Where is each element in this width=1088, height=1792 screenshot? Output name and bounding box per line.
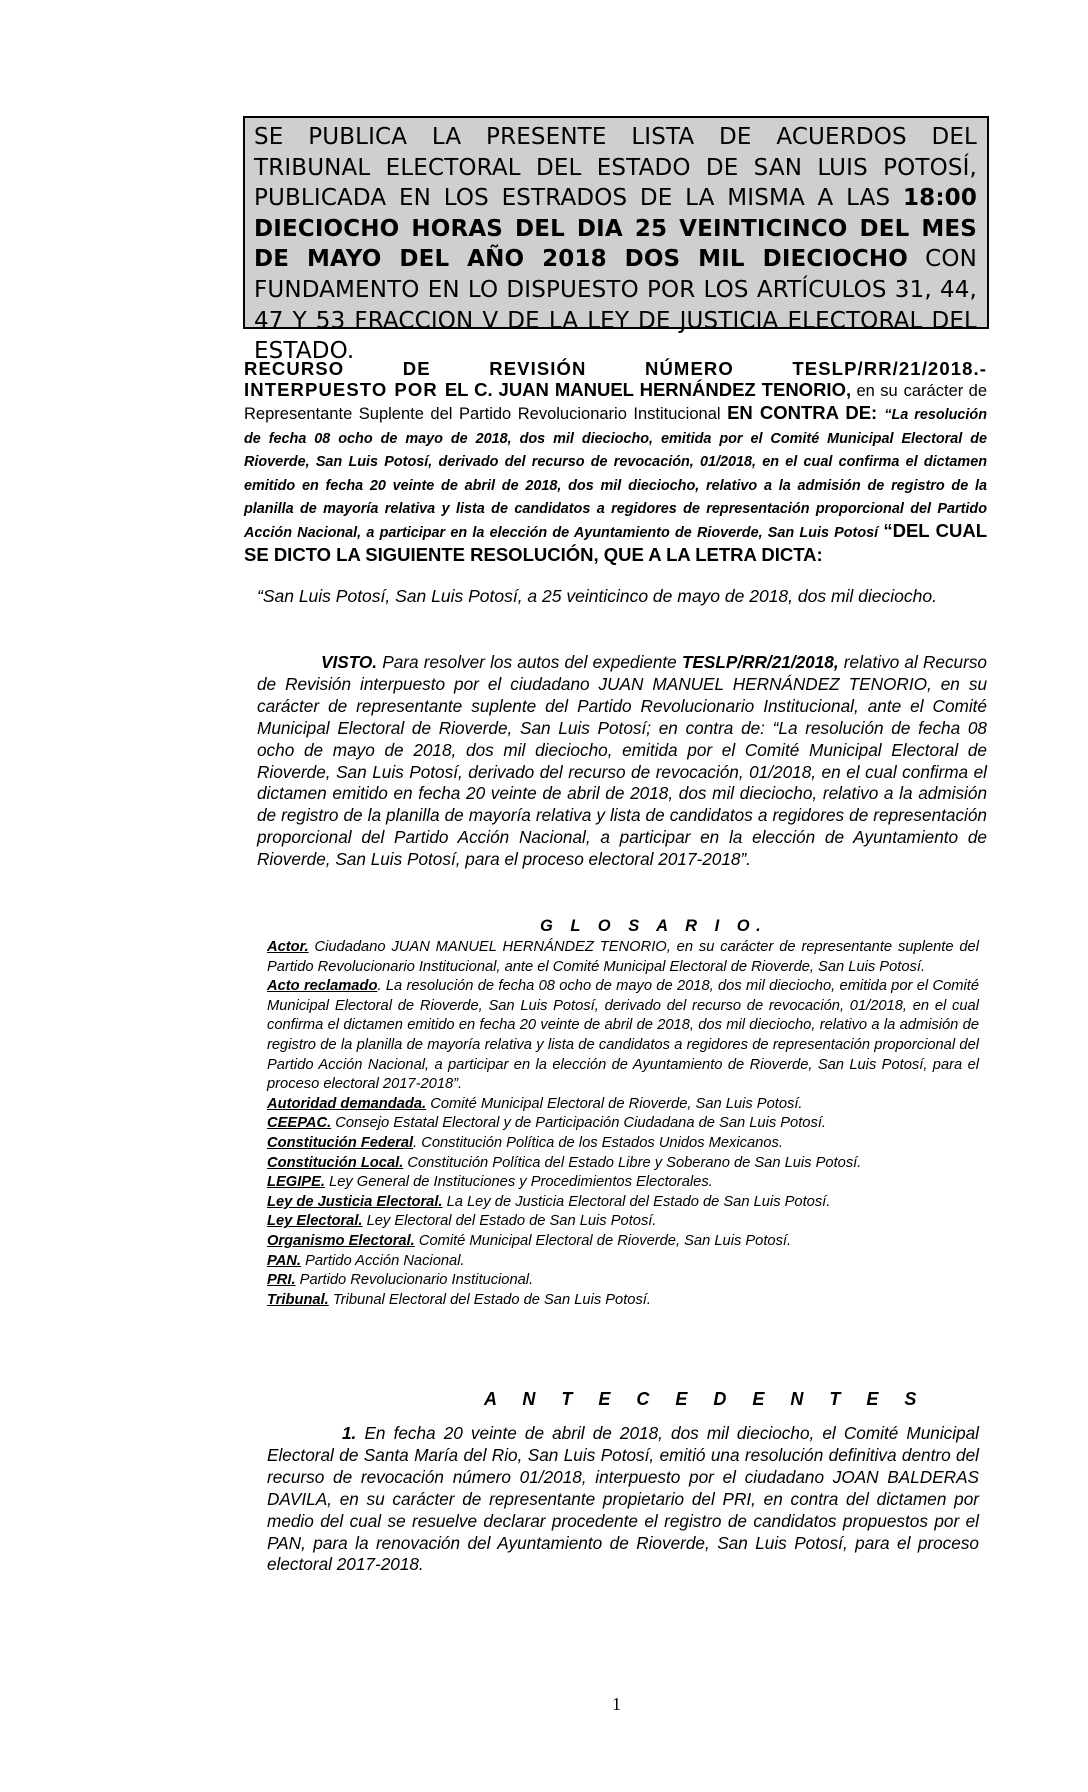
interpuesto-label: INTERPUESTO POR [244,379,445,400]
visto-paragraph [257,652,987,871]
glosario-definition: Partido Acción Nacional. [301,1252,465,1269]
glosario-term: Ley Electoral. [267,1213,363,1230]
glosario-term: Ley de Justicia Electoral. [267,1193,443,1210]
glosario-term: Organismo Electoral. [267,1232,415,1249]
glosario-term: PRI. [267,1272,296,1289]
visto-expediente: TESLP/RR/21/2018, [681,652,839,672]
contra-de-label: CONTRA DE: [759,402,885,423]
glosario-term: Actor. [267,939,309,955]
glosario-definition: Partido Revolucionario Institucional. [295,1272,534,1289]
en-su-text: en su [851,382,898,400]
glosario-entry [267,1173,979,1193]
glosario-title: G L O S A R I O. [540,917,768,935]
glosario-entry [267,1291,979,1311]
glosario-definition: Tribunal Electoral del Estado de San Luis Potosí. [328,1291,651,1308]
glosario-term: Constitución Local. [267,1154,404,1171]
case-number-line: RECURSO DE REVISIÓN NÚMERO TESLP/RR/21/2018.- [244,358,987,379]
glosario-entry [267,1252,979,1272]
glosario-term: LEGIPE. [267,1174,325,1191]
glosario-term: Tribunal. [267,1291,329,1308]
glosario-term: Autoridad demandada. [267,1095,427,1112]
notice-text-2: CON FUNDAMENTO EN LO DISPUESTO POR LOS ARTÍCULOS 31, 44, 47 Y 53 FRACCION V DE LA LEY DE JUSTICIA ELECTORAL DEL ESTADO. [254,246,977,365]
glosario-definition: La Ley de Justicia Electoral del Estado de San Luis Potosí. [442,1193,831,1210]
del-cual-text: “DEL CUAL SE DICTO LA SIGUIENTE RESOLUCIÓN, QUE A LA LETRA DICTA: [244,519,987,565]
glosario-term: PAN. [267,1252,301,1269]
glosario-term: CEEPAC. [267,1115,332,1132]
publication-notice-box [243,116,989,365]
visto-text-2: relativo al Recurso de Revisión interpuesto por el ciudadano JUAN MANUEL HERNÁNDEZ TENORIO, en su carácter de representante suplente del Partido Revolucionario Institucional, ante el Comité Municipal Electoral de Rioverde, San Luis Potosí; en contra de: “La resolución de fecha 08 ocho de mayo de 2018, dos mil dieciocho, emitida por el Comité Municipal Electoral de Rioverde, San Luis Potosí, derivado del recurso de revocación, 01/2018, en el cual confirma el dictamen emitido en fecha 20 veinte de abril de 2018, dos mil dieciocho, relativo a la admisión de registro de la planilla de mayoría relativa y lista de candidatos a regidores de representación proporcional del Partido Acción Nacional, a participar en la elección de Ayuntamiento de Rioverde, San Luis Potosí, para el proceso electoral 2017-2018”. [257,652,987,870]
glosario-entry [267,1193,979,1213]
en-label: EN [727,402,753,423]
glosario-entry [267,1154,979,1174]
glosario-entry [267,1212,979,1232]
glosario-term: Acto reclamado [267,978,378,995]
glosario-entry [267,1095,979,1115]
glosario-definition: Ley General de Instituciones y Procedimientos Electorales. [324,1174,713,1191]
notice-text-1: SE PUBLICA LA PRESENTE LISTA DE ACUERDOS DEL TRIBUNAL ELECTORAL DEL ESTADO DE SAN LUIS POTOSÍ, PUBLICADA EN LOS ESTRADOS DE LA MISMA A LAS [254,124,977,212]
glosario-entry [267,977,979,1095]
glosario-definition: Constitución Política del Estado Libre y Soberano de San Luis Potosí. [403,1154,862,1171]
visto-text-1: Para resolver los autos del expediente [377,652,682,672]
glosario-entry [267,1134,979,1154]
page-number: 1 [612,1694,621,1714]
antecedentes-title: A N T E C E D E N T E S [484,1389,927,1409]
glosario-term: Constitución Federal [267,1134,414,1151]
antecedente-1 [267,1423,979,1576]
glosario-entry [267,1232,979,1252]
case-header [244,358,987,565]
acto-reclamado-text: “La resolución de fecha 08 ocho de mayo de 2018, dos mil dieciocho, emitida por el Comité Municipal Electoral de Rioverde, San Luis Potosí, derivado del recurso de revocación, 01/2018, en el cual confirma el dictamen emitido en fecha 20 veinte de abril de 2018, dos mil dieciocho, relativo a la admisión de registro de la planilla de mayoría relativa y lista de candidatos a regidores de representación proporcional del Partido Acción Nacional, a participar en la elección de Ayuntamiento de Rioverde, San Luis Potosí [244,407,987,541]
glosario-definition: Comité Municipal Electoral de Rioverde, San Luis Potosí. [426,1095,803,1112]
glosario-definition: . La resolución de fecha 08 ocho de mayo de 2018, dos mil dieciocho, emitida por el Comité Municipal Electoral de Rioverde, San Luis Potosí, derivado del recurso de revocación, 01/2018, en el cual confirma el dictamen emitido en fecha 20 veinte de abril de 2018, dos mil dieciocho, relativo a la admisión de registro de la planilla de mayoría relativa y lista de candidatos a regidores de representación proporcional del Partido Acción Nacional, a participar en la elección de Ayuntamiento de Rioverde, San Luis Potosí, para el proceso electoral 2017-2018”. [267,978,979,1093]
resolution-date: “San Luis Potosí, San Luis Potosí, a 25 veinticinco de mayo de 2018, dos mil dieciocho. [257,586,937,606]
glosario-definition: Comité Municipal Electoral de Rioverde, San Luis Potosí. [414,1232,792,1249]
antecedente-number: 1. [342,1423,357,1443]
glosario-definition: Ley Electoral del Estado de San Luis Potosí. [362,1213,657,1230]
glosario-definition: . Constitución Política de los Estados Unidos Mexicanos. [413,1134,783,1151]
glosario-list [267,938,979,1310]
glosario-definition: Consejo Estatal Electoral y de Participación Ciudadana de San Luis Potosí. [331,1115,826,1132]
glosario-definition: Ciudadano JUAN MANUEL HERNÁNDEZ TENORIO, en su carácter de representante suplente del Partido Revolucionario Institucional, ante el Comité Municipal Electoral de Rioverde, San Luis Potosí. [267,939,979,975]
visto-label: VISTO. [321,652,378,672]
glosario-entry [267,1114,979,1134]
glosario-entry [267,1271,979,1291]
actor-name: EL C. JUAN MANUEL HERNÁNDEZ TENORIO, [444,379,852,400]
glosario-entry [267,938,979,977]
caracter-text: carácter de Representante Suplente del Partido Revolucionario Institucional [244,382,987,423]
antecedente-text: En fecha 20 veinte de abril de 2018, dos mil dieciocho, el Comité Municipal Electoral de Santa María del Rio, San Luis Potosí, emitió una resolución definitiva dentro del recurso de revocación número 01/2018, interpuesto por el ciudadano JOAN BALDERAS DAVILA, en su carácter de representante propietario del PRI, en contra del dictamen por medio del cual se resuelve declarar procedente el registro de candidatos propuestos por el PAN, para la renovación del Ayuntamiento de Rioverde, San Luis Potosí, para el proceso electoral 2017-2018. [267,1423,979,1575]
notice-datetime: 18:00 DIECIOCHO HORAS DEL DIA 25 VEINTICINCO DEL MES DE MAYO DEL AÑO 2018 DOS MIL DIECIOCHO [254,185,977,273]
